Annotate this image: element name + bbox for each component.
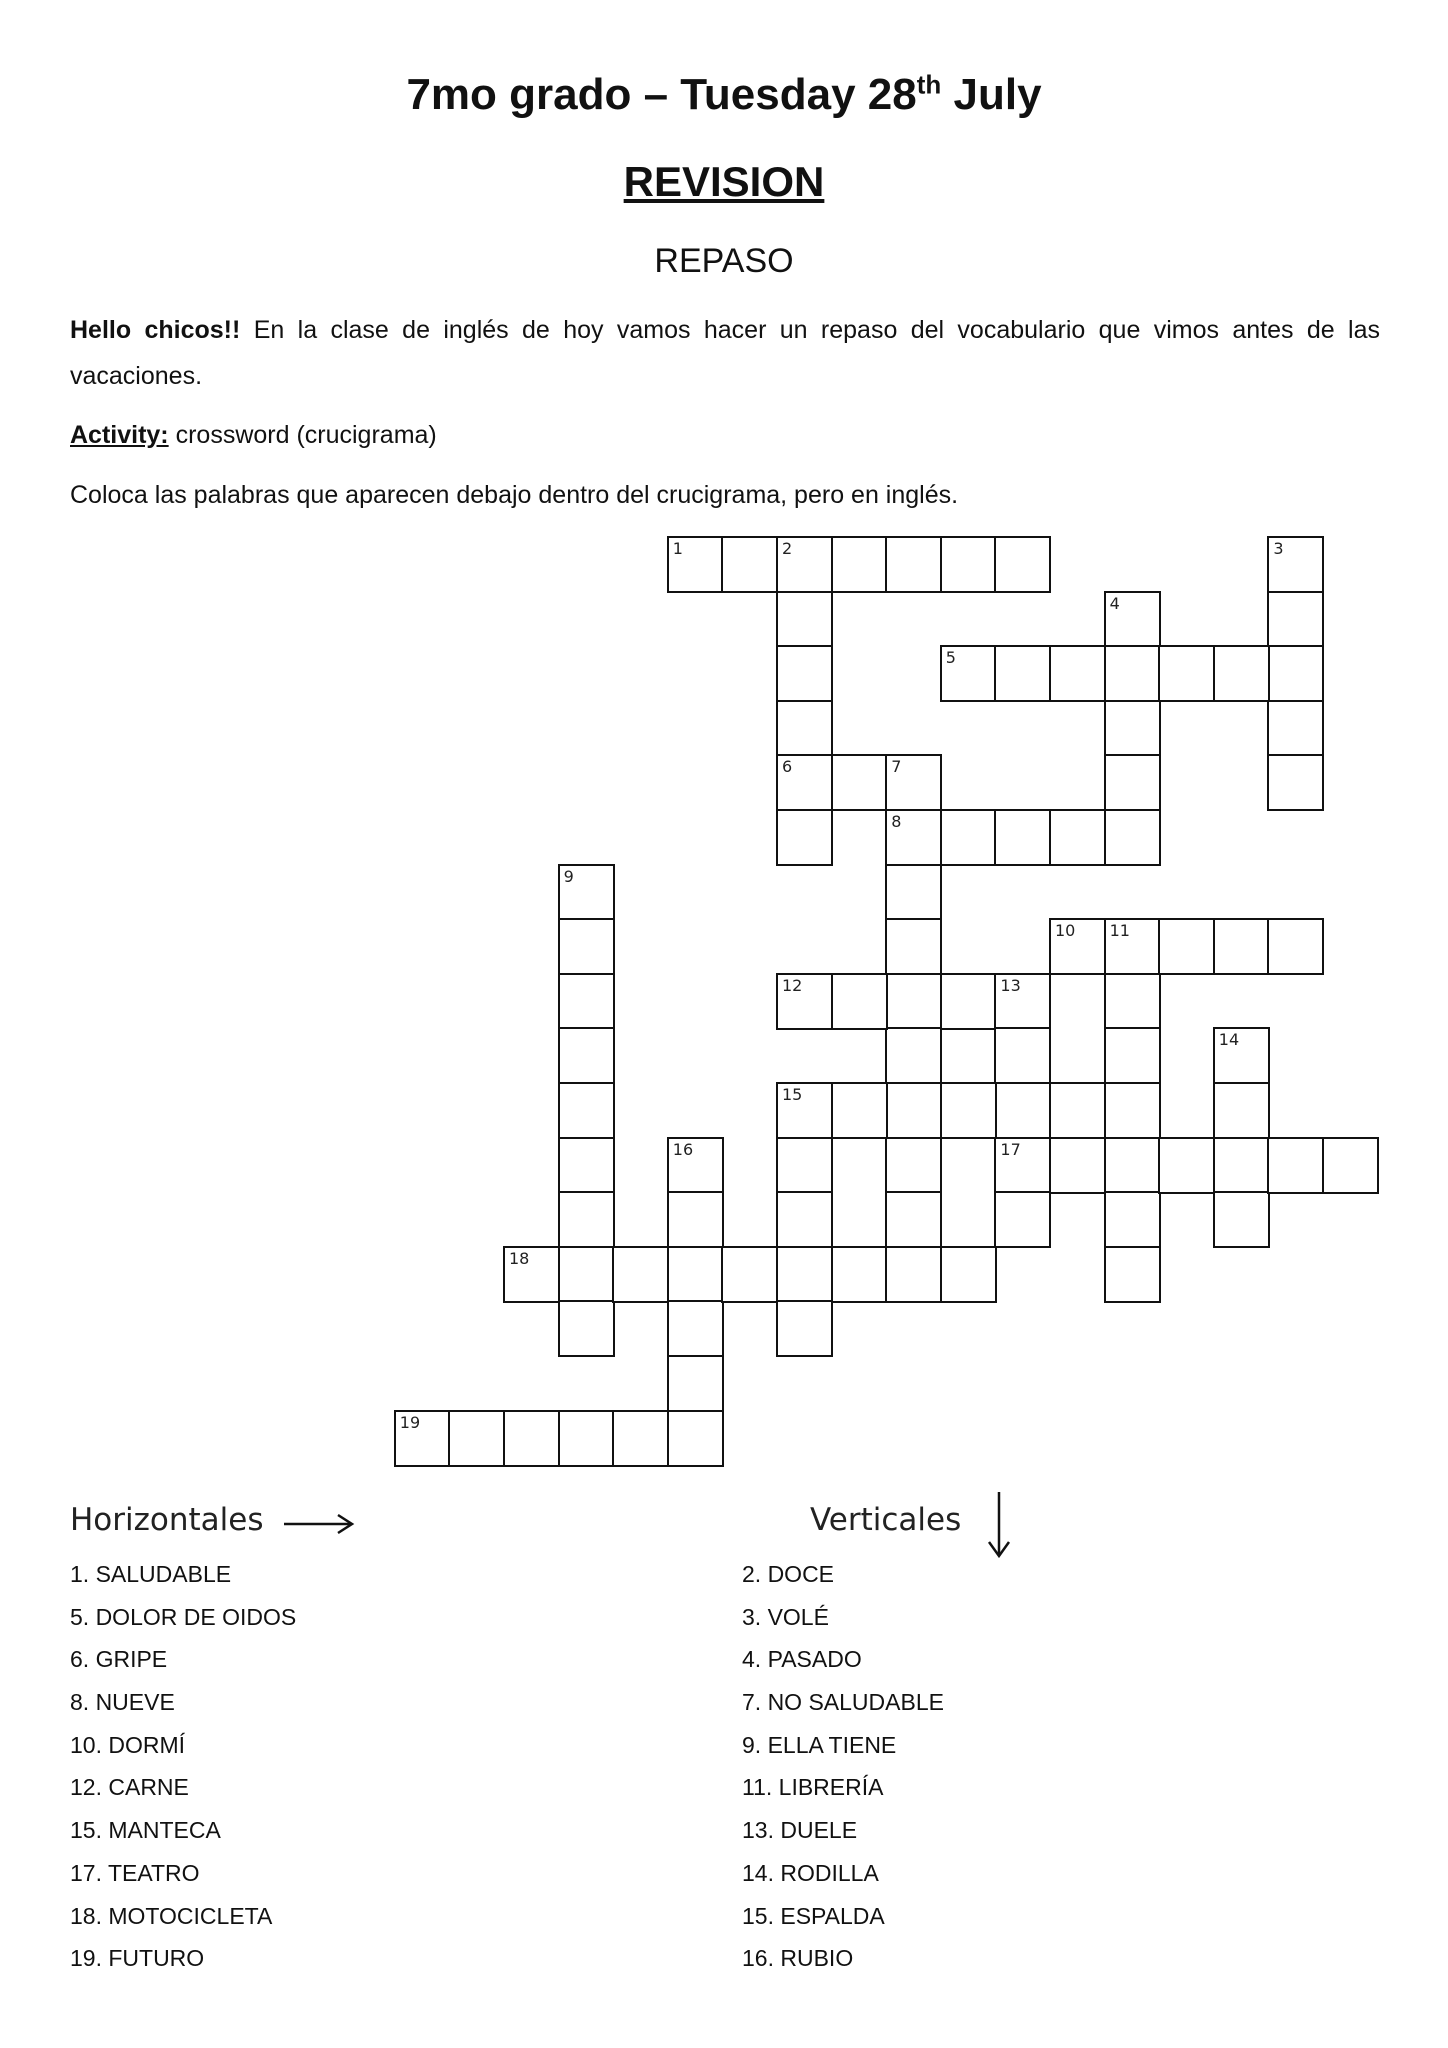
crossword-cell[interactable] — [667, 536, 724, 593]
crossword-cell[interactable] — [1104, 754, 1161, 811]
crossword-cell[interactable] — [558, 1082, 615, 1139]
horizontal-clues — [70, 1553, 296, 1980]
crossword-cell[interactable] — [831, 1246, 888, 1303]
crossword-cell[interactable] — [721, 536, 778, 593]
crossword-cell[interactable] — [1104, 973, 1161, 1030]
greeting: Hello chicos!! — [70, 316, 241, 344]
crossword-cell[interactable] — [612, 1246, 669, 1303]
crossword-cell[interactable] — [1267, 645, 1324, 702]
crossword-cell[interactable] — [1104, 700, 1161, 757]
title-main: 7mo grado – Tuesday 28 — [406, 70, 917, 119]
crossword-cell[interactable] — [558, 864, 615, 921]
crossword-cell[interactable] — [1104, 1246, 1161, 1303]
right-arrow-icon — [282, 1512, 356, 1536]
crossword-cell[interactable] — [776, 1246, 833, 1303]
crossword-cell[interactable] — [776, 1082, 833, 1139]
vertical-heading: Verticales — [810, 1502, 962, 1538]
horizontal-clue-18: 18. MOTOCICLETA — [70, 1902, 273, 1929]
crossword-cell[interactable] — [1104, 1027, 1161, 1084]
crossword-cell[interactable] — [831, 1082, 888, 1139]
crossword-cell[interactable] — [885, 536, 942, 593]
crossword-cell[interactable] — [994, 809, 1051, 866]
crossword-cell[interactable] — [1213, 1137, 1270, 1194]
crossword-cell[interactable] — [558, 1246, 615, 1303]
crossword-cell[interactable] — [940, 973, 997, 1030]
clue-number: 16 — [672, 1139, 694, 1159]
crossword-cell[interactable] — [994, 1082, 1051, 1139]
crossword-cell[interactable] — [1213, 645, 1270, 702]
clue-number: 1 — [672, 539, 683, 558]
crossword-cell[interactable] — [1158, 645, 1215, 702]
crossword-cell[interactable] — [940, 536, 997, 593]
crossword-cell[interactable] — [1049, 809, 1106, 866]
crossword-cell[interactable] — [1213, 1191, 1270, 1248]
crossword-cell[interactable] — [558, 1300, 615, 1357]
vertical-clue-3: 3. VOLÉ — [742, 1603, 829, 1630]
clue-number: 19 — [399, 1412, 421, 1432]
vertical-clue-2: 2. DOCE — [742, 1561, 835, 1587]
title-end: July — [941, 70, 1042, 119]
crossword-cell[interactable] — [994, 1137, 1051, 1194]
crossword-cell[interactable] — [558, 1027, 615, 1084]
crossword-cell[interactable] — [776, 973, 833, 1030]
clue-number: 7 — [891, 757, 902, 777]
horizontal-clue-6: 6. GRIPE — [70, 1646, 168, 1673]
page-title — [0, 70, 1448, 120]
crossword-cell[interactable] — [885, 1027, 942, 1084]
crossword-cell[interactable] — [940, 1246, 997, 1303]
horizontal-clue-1: 1. SALUDABLE — [70, 1561, 232, 1587]
clue-number: 17 — [1000, 1139, 1021, 1159]
crossword-cell[interactable] — [994, 1027, 1051, 1084]
crossword-cell[interactable] — [1267, 918, 1324, 975]
crossword-cell[interactable] — [994, 973, 1051, 1030]
crossword-cell[interactable] — [667, 1246, 724, 1303]
vertical-clues — [742, 1553, 944, 1980]
clue-number: 3 — [1273, 539, 1284, 558]
crossword-cell[interactable] — [667, 1300, 724, 1357]
crossword-cell[interactable] — [1104, 1191, 1161, 1248]
clue-number: 8 — [891, 812, 902, 831]
clue-number: 6 — [782, 757, 793, 777]
crossword-cell[interactable] — [1104, 1137, 1161, 1194]
crossword-cell[interactable] — [776, 700, 833, 757]
crossword-cell[interactable] — [667, 1191, 724, 1248]
intro-text: En la clase de inglés de hoy vamos hacer un repaso del vocabulario que vimos antes de las vacaciones. — [70, 316, 1381, 390]
crossword-cell[interactable] — [558, 1137, 615, 1194]
crossword-cell[interactable] — [1049, 645, 1106, 702]
horizontal-clue-19: 19. FUTURO — [70, 1945, 205, 1972]
horizontal-clue-15: 15. MANTECA — [70, 1817, 221, 1844]
vertical-clue-16: 16. RUBIO — [742, 1945, 854, 1972]
clue-number: 4 — [1109, 593, 1120, 613]
crossword-cell[interactable] — [1213, 1082, 1270, 1139]
vertical-clue-9: 9. ELLA TIENE — [742, 1731, 897, 1758]
horizontal-clue-8: 8. NUEVE — [70, 1689, 175, 1716]
crossword-cell[interactable] — [667, 1410, 724, 1467]
clue-number: 2 — [782, 539, 793, 558]
clue-number: 14 — [1218, 1030, 1240, 1050]
crossword-cell[interactable] — [1049, 1137, 1106, 1194]
crossword-cell[interactable] — [558, 1191, 615, 1248]
crossword-cell[interactable] — [1104, 809, 1161, 866]
crossword-cell[interactable] — [885, 809, 942, 866]
crossword-cell[interactable] — [776, 754, 833, 811]
crossword-cell[interactable] — [1104, 645, 1161, 702]
crossword-cell[interactable] — [776, 1300, 833, 1357]
crossword-cell[interactable] — [1104, 1082, 1161, 1139]
vertical-clue-13: 13. DUELE — [742, 1817, 858, 1844]
intro-paragraph — [70, 307, 1380, 399]
vertical-clue-4: 4. PASADO — [742, 1646, 862, 1673]
crossword-cell[interactable] — [394, 1410, 451, 1467]
crossword-cell[interactable] — [776, 1137, 833, 1194]
crossword-cell[interactable] — [940, 645, 997, 702]
crossword-cell[interactable] — [503, 1410, 560, 1467]
activity-line — [70, 412, 1380, 458]
crossword-cell[interactable] — [885, 1082, 942, 1139]
crossword-cell[interactable] — [885, 1191, 942, 1248]
crossword-cell[interactable] — [885, 754, 942, 811]
crossword-cell[interactable] — [1267, 700, 1324, 757]
crossword-cell[interactable] — [667, 1355, 724, 1412]
crossword-cell[interactable] — [776, 809, 833, 866]
crossword-cell[interactable] — [1049, 918, 1106, 975]
crossword-cell[interactable] — [1049, 1082, 1106, 1139]
instruction-line: Coloca las palabras que aparecen debajo dentro del crucigrama, pero en inglés. — [70, 481, 959, 509]
crossword-cell[interactable] — [1322, 1137, 1379, 1194]
clue-number: 10 — [1055, 921, 1076, 941]
clue-number: 9 — [563, 866, 574, 886]
crossword-cell[interactable] — [448, 1410, 505, 1467]
crossword-cell[interactable] — [831, 536, 888, 593]
vertical-clue-15: 15. ESPALDA — [742, 1902, 885, 1929]
horizontal-clue-5: 5. DOLOR DE OIDOS — [70, 1603, 297, 1630]
activity-text: crossword (crucigrama) — [168, 421, 437, 449]
crossword-cell[interactable] — [1213, 1027, 1270, 1084]
clue-number: 18 — [509, 1248, 530, 1268]
crossword-cell[interactable] — [1104, 918, 1161, 975]
crossword-cell[interactable] — [885, 864, 942, 921]
clue-number: 5 — [945, 648, 956, 668]
crossword-cell[interactable] — [503, 1246, 560, 1303]
crossword-cell[interactable] — [885, 973, 942, 1030]
horizontal-heading: Horizontales — [70, 1502, 264, 1538]
crossword-cell[interactable] — [558, 1410, 615, 1467]
clue-number: 11 — [1109, 921, 1130, 941]
horizontal-clue-17: 17. TEATRO — [70, 1859, 200, 1886]
crossword-cell[interactable] — [1267, 536, 1324, 593]
horizontal-clue-12: 12. CARNE — [70, 1774, 189, 1801]
crossword-cell[interactable] — [721, 1246, 778, 1303]
activity-label: Activity: — [70, 421, 169, 449]
vertical-clue-11: 11. LIBRERÍA — [742, 1774, 884, 1801]
crossword-cell[interactable] — [1158, 918, 1215, 975]
crossword-cell[interactable] — [885, 918, 942, 975]
clue-number: 13 — [1000, 975, 1021, 995]
crossword-cell[interactable] — [994, 645, 1051, 702]
down-arrow-icon — [984, 1490, 1014, 1560]
crossword-cell[interactable] — [885, 1246, 942, 1303]
revision-heading: REVISION — [623, 158, 825, 205]
crossword-cell[interactable] — [776, 591, 833, 648]
repaso-heading: REPASO — [654, 242, 794, 280]
crossword-cell[interactable] — [558, 918, 615, 975]
crossword-cell[interactable] — [940, 1082, 997, 1139]
crossword-cell[interactable] — [667, 1137, 724, 1194]
crossword-cell[interactable] — [994, 1191, 1051, 1248]
crossword-cell[interactable] — [994, 536, 1051, 593]
crossword-cell[interactable] — [831, 754, 888, 811]
crossword-cell[interactable] — [612, 1410, 669, 1467]
crossword-cell[interactable] — [885, 1137, 942, 1194]
crossword-cell[interactable] — [776, 536, 833, 593]
crossword-cell[interactable] — [1158, 1137, 1215, 1194]
crossword-cell[interactable] — [940, 809, 997, 866]
crossword-cell[interactable] — [558, 973, 615, 1030]
clue-number: 15 — [782, 1085, 803, 1104]
crossword-cell[interactable] — [1104, 591, 1161, 648]
vertical-clue-14: 14. RODILLA — [742, 1859, 879, 1886]
crossword-cell[interactable] — [776, 645, 833, 702]
crossword-cell[interactable] — [831, 973, 888, 1030]
vertical-clue-7: 7. NO SALUDABLE — [742, 1689, 944, 1716]
crossword-cell[interactable] — [1267, 591, 1324, 648]
clue-number: 12 — [782, 975, 803, 995]
crossword-cell[interactable] — [1267, 1137, 1324, 1194]
crossword-cell[interactable] — [1267, 754, 1324, 811]
crossword-cell[interactable] — [1213, 918, 1270, 975]
crossword-cell[interactable] — [776, 1191, 833, 1248]
horizontal-clue-10: 10. DORMÍ — [70, 1731, 186, 1758]
title-superscript: th — [916, 69, 942, 100]
